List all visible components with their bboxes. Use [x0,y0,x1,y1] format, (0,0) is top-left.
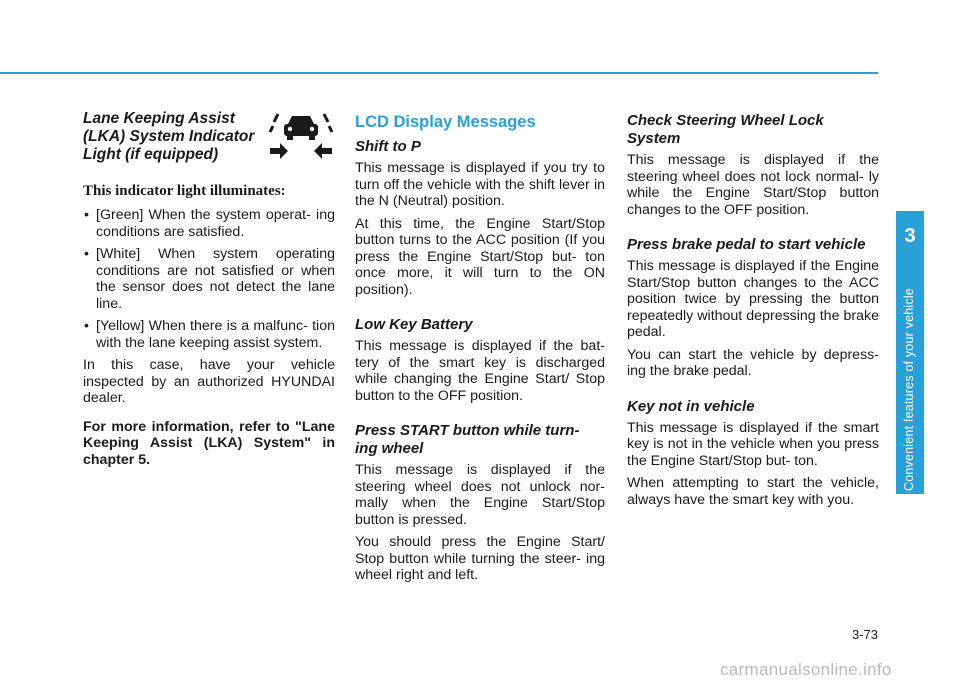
bullet-yellow: • [Yellow] When there is a malfunc- tion with the lane keeping assist system. [83,318,335,351]
key-not-in-vehicle-text-2: When attempting to start the vehicle, always have the smart key with you. [627,475,879,508]
press-start-heading: Press START button while turn- ing wheel [355,422,580,457]
page-number: 3-73 [851,627,878,642]
chapter-number: 3 [904,225,916,247]
press-start-text-1: This message is displayed if the steering wheel does not unlock nor- mally when the Engine Start/Stop button is pressed. [355,462,605,528]
chapter-label: Convenient features of your vehicle [902,288,916,491]
press-brake-text-2: You can start the vehicle by depress- ing the brake pedal. [627,346,879,379]
shift-to-p-text-2: At this time, the Engine Start/Stop button turns to the ACC position (If you press the Engine Start/Stop but- ton once more, it will turn to the ON position). [355,215,605,298]
key-not-in-vehicle-text-1: This message is displayed if the smart key is not in the vehicle when you press the Engine Start/Stop but- ton. [627,419,879,469]
watermark: carmanualsonline.info [720,660,892,679]
shift-to-p-text-1: This message is displayed if you try to turn off the vehicle with the shift lever in the N (Neutral) position. [355,160,605,209]
check-steering-heading: Check Steering Wheel Lock System [627,112,824,147]
bullet-white: • [White] When system operating conditions are not satisfied or when the sensor does not detect the lane line. [83,246,335,312]
lka-reference-text: For more information, refer to "Lane Keeping Assist (LKA) System" in chapter 5. [83,418,335,468]
check-steering-text: This message is displayed if the steering wheel does not lock normal- ly while the Engine Start/Stop button changes to the OFF position. [627,152,879,218]
shift-to-p-heading: Shift to P [355,138,421,155]
press-brake-heading: Press brake pedal to start vehicle [627,236,866,253]
lka-bullet-list [83,207,335,351]
lka-dealer-text: In this case, have your vehicle inspected by an authorized HYUNDAI dealer. [83,357,335,406]
bullet-green: • [Green] When the system operat- ing conditions are satisfied. [83,207,335,240]
chapter-side-tab [896,211,924,494]
lka-heading: Lane Keeping Assist (LKA) System Indicator Light (if equipped) [83,110,255,163]
header-rule [0,72,878,74]
lka-intro: This indicator light illuminates: [83,183,286,199]
key-not-in-vehicle-heading: Key not in vehicle [627,397,755,415]
column-lka [83,110,335,474]
section-title: LCD Display Messages [355,113,536,131]
press-brake-text-1: This message is displayed if the Engine Start/Stop button changes to the ACC position twice by pressing the button repeatedly without depressing the brake pedal. [627,258,879,340]
lka-heading-block [83,110,335,164]
low-key-battery-text: This message is displayed if the bat- tery of the smart key is discharged while changing the Engine Start/ Stop button to the OFF position. [355,338,605,404]
column-lcd-messages [355,110,605,590]
low-key-battery-heading: Low Key Battery [355,316,473,333]
lka-indicator-icon [268,110,334,162]
press-start-text-2: You should press the Engine Start/ Stop button while turning the steer- ing wheel right and left. [355,534,605,583]
column-messages-2 [627,110,879,514]
